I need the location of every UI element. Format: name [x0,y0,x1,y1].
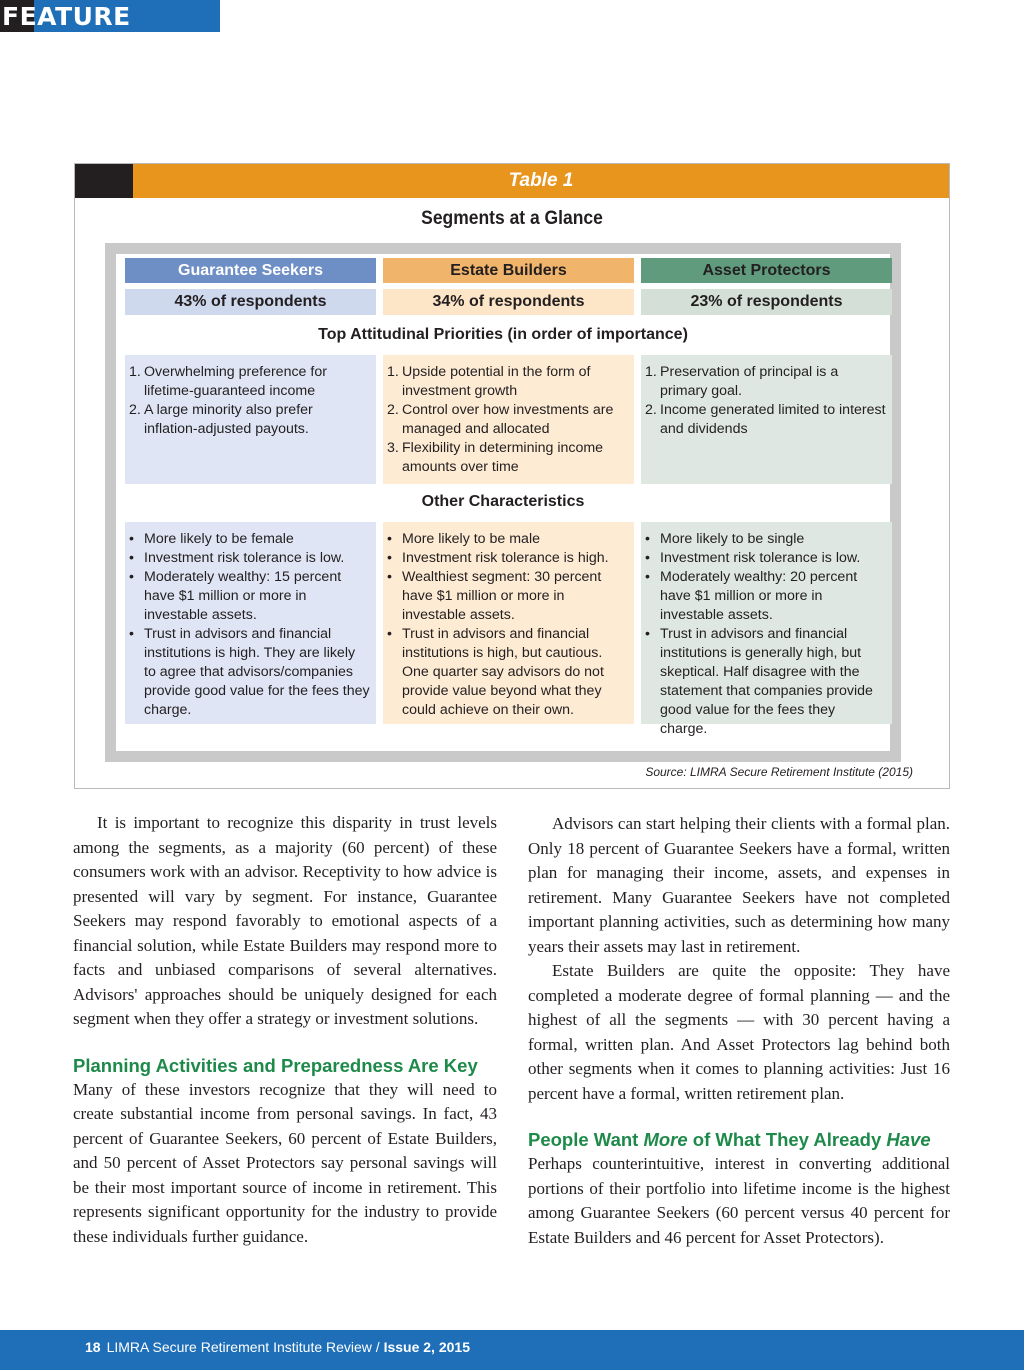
list-item: • Moderately wealthy: 15 percent have $1 million or more in investable assets. [129,569,342,623]
characteristics-cell-estate-builders [383,522,634,724]
article-paragraph: Perhaps counterintuitive, interest in converting additional portions of their portfolio into lifetime income is the highest among Guarantee Seekers (60 percent versus 40 percent for Estate Builders and 46 percent for Asset Protectors). [528,1154,950,1247]
list-item: • Trust in advisors and financial institutions is high. They are likely to agree that advisors/companies provide good value for the fees they charge. [129,626,370,718]
issue-label: Issue 2, 2015 [383,1339,470,1355]
article-right-column [528,812,950,1250]
article-paragraph: Estate Builders are quite the opposite: They have completed a moderate degree of formal planning — and the highest of all the segments — with 30 percent having a formal, written plan. And Asset Protectors lag behind both other segments when it comes to planning activities: Just 16 percent have a formal, written retirement plan. [528,961,950,1103]
list-item: 3. Flexibility in determining income amounts over time [387,440,604,475]
list-item: • Investment risk tolerance is low. [129,550,345,566]
article-paragraph: Many of these investors recognize that they will need to create substantial income from personal savings. In fact, 43 percent of Guarantee Seekers, 60 percent of Estate Builders, and 50 percent of Asset Protectors say personal savings will be their most important source of income in retirement. This represents significant opportunity for the industry to provide these individuals further guidance. [73,1079,497,1246]
table-title: Segments at a Glance [421,208,603,229]
list-item: • Investment risk tolerance is low. [645,550,861,566]
segment-respondents-asset-protectors: 23% of respondents [641,289,892,315]
section-heading-planning: Planning Activities and Preparedness Are Key [73,1054,478,1076]
list-item: • Wealthiest segment: 30 percent have $1 million or more in investable assets. [387,569,602,623]
feature-label: FEATURE [2,2,131,31]
segment-header-estate-builders: Estate Builders [383,258,634,283]
table-header-bar [75,164,949,198]
section-heading-people-want: People Want More of What They Already Have [528,1129,931,1150]
list-item: • Trust in advisors and financial institutions is generally high, but skeptical. Half disagree with the statement that companies provide good value for the fees they charge. [645,626,873,737]
publication-name: LIMRA Secure Retirement Institute Review / [106,1339,384,1355]
feature-section-tag [0,0,220,32]
table-panel [105,243,901,762]
list-item: 1. Overwhelming preference for lifetime-guaranteed income [129,364,327,399]
list-item: • More likely to be single [645,531,805,547]
page-footer [0,1330,1024,1370]
table-source: Source: LIMRA Secure Retirement Institute (2015) [645,765,913,779]
footer-text [85,1339,470,1355]
priorities-cell-guarantee-seekers [125,355,376,484]
list-item: 2. Control over how investments are managed and allocated [387,402,614,437]
list-item: 1. Preservation of principal is a primary goal. [645,364,839,399]
priorities-cell-asset-protectors [641,355,892,484]
list-item: • Moderately wealthy: 20 percent have $1 million or more in investable assets. [645,569,858,623]
list-item: • More likely to be male [387,531,540,547]
characteristics-heading: Other Characteristics [421,493,585,510]
page-number: 18 [85,1339,101,1355]
article-paragraph: Advisors can start helping their clients with a formal plan. Only 18 percent of Guarantee Seekers have a formal, written plan for managing their income, assets, and expenses in retirement. Many Guarantee Seekers have not completed important planning activities, such as determining how many years their assets may last in retirement. [528,814,950,956]
priorities-heading: Top Attitudinal Priorities (in order of importance) [318,326,688,343]
segment-respondents-guarantee-seekers: 43% of respondents [125,289,376,315]
list-item: 2. A large minority also prefer inflation-adjusted payouts. [129,402,313,437]
characteristics-cell-guarantee-seekers [125,522,376,724]
list-item: 2. Income generated limited to interest and dividends [645,402,886,437]
table-label: Table 1 [508,170,574,191]
priorities-cell-estate-builders [383,355,634,484]
list-item: • Trust in advisors and financial institutions is high, but cautious. One quarter say advisors do not provide value beyond what they could achieve on their own. [387,626,604,718]
segments-table [74,163,950,789]
segment-respondents-estate-builders: 34% of respondents [383,289,634,315]
list-item: • Investment risk tolerance is high. [387,550,609,566]
segment-header-asset-protectors: Asset Protectors [641,258,892,283]
characteristics-cell-asset-protectors [641,522,892,737]
segment-header-guarantee-seekers: Guarantee Seekers [125,258,376,283]
article-left-column [73,811,497,1249]
list-item: 1. Upside potential in the form of investment growth [387,364,591,399]
table-header-accent [75,164,133,198]
table-panel-inner [116,254,890,751]
article-paragraph: It is important to recognize this disparity in trust levels among the segments, as a majority (60 percent) of these consumers work with an advisor. Receptivity to how advice is presented will vary by segment. For instance, Guarantee Seekers may respond favorably to emotional aspects of a financial solution, while Estate Builders may respond more to facts and unbiased comparisons of several alternatives. Advisors' approaches should be uniquely designed for each segment when they offer a strategy or investment solutions. [73,813,497,1028]
list-item: • More likely to be female [129,531,294,547]
